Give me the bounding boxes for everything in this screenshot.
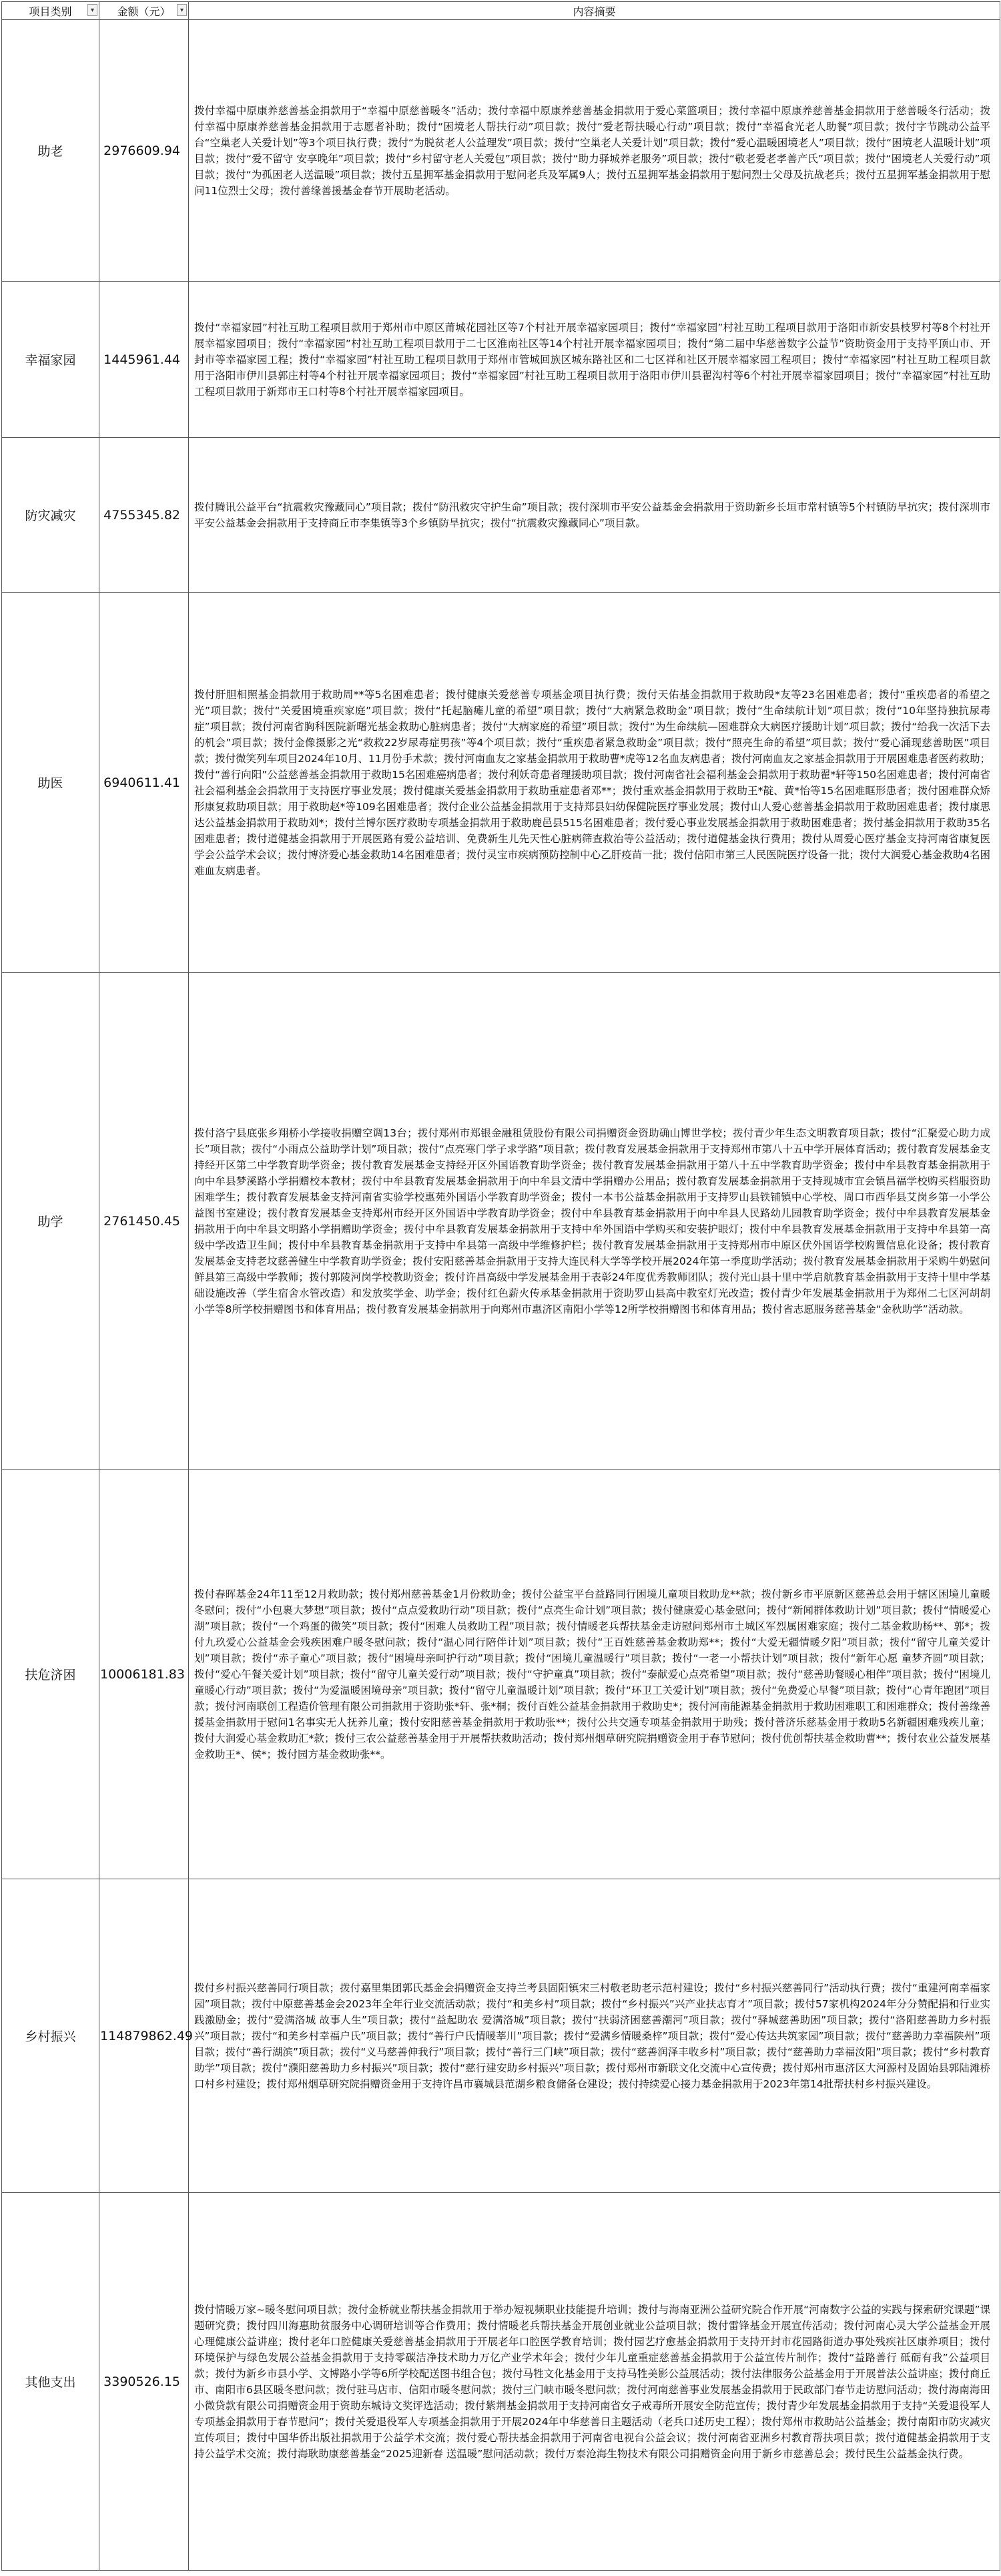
row-amount: 114879862.49 xyxy=(99,1879,189,2193)
row-category: 防灾减灾 xyxy=(2,438,99,593)
filter-dropdown-icon[interactable]: ▾ xyxy=(177,4,187,16)
row-amount: 6940611.41 xyxy=(99,593,189,973)
row-amount: 10006181.83 xyxy=(99,1470,189,1879)
row-category: 乡村振兴 xyxy=(2,1879,99,2193)
header-amount-label: 金额（元） xyxy=(117,5,171,18)
row-category: 助老 xyxy=(2,20,99,282)
row-amount: 1445961.44 xyxy=(99,282,189,438)
header-summary-label: 内容摘要 xyxy=(573,5,616,18)
table-row xyxy=(2,2193,1000,2571)
row-amount: 4755345.82 xyxy=(99,438,189,593)
row-amount: 2976609.94 xyxy=(99,20,189,282)
table-row xyxy=(2,1470,1000,1879)
donation-expenditure-table xyxy=(1,1,1000,2571)
table-row xyxy=(2,1879,1000,2193)
row-category: 助医 xyxy=(2,593,99,973)
table-row xyxy=(2,438,1000,593)
row-category: 其他支出 xyxy=(2,2193,99,2571)
row-summary: 拨付腾讯公益平台“抗震救灾豫藏同心”项目款；拨付“防汛救灾守护生命”项目款；拨付深圳市平安公益基金会捐款用于资助新乡长垣市常村镇等5个村镇防旱抗灾；拨付深圳市平安公益基金会捐款用于支持商丘市李集镇等3个乡镇防旱抗灾；拨付“抗震救灾豫藏同心”项目款。 xyxy=(189,438,1000,593)
row-summary: 拨付情暖万家~暖冬慰问项目款；拨付金桥就业帮扶基金捐款用于举办短视频职业技能提升培训；拨付与海南亚洲公益研究院合作开展“河南数字公益的实践与探索研究课题”课题研究费；拨付四川海惠助贫服务中心调研培训等合作费用；拨付情暖老兵帮扶基金开展创业就业公益项目款；拨付雷锋基金开展宣传活动；拨付河南心灵大学公益基金开展心理健康公益讲座；拨付老年口腔健康关爱慈善基金捐款用于开展老年口腔医学教育培训；拨付园艺疗愈基金捐款用于支持开封市花园路街道办事处残疾社区康养项目；拨付环境保护与绿色发展公益基金捐款用于支持零碳洁净技术助力万亿产业学术年会；拨付少年儿童重症慈善基金捐款用于公益宣传片制作；拨付“益路善行 砥砺有我”公益项目款；拨付为新乡市县小学、文博路小学等6所学校配送图书组合包；拨付马牲文化基金用于支持马牲美影公益展活动；拨付法律服务公益基金用于开展普法公益讲座；拨付商丘市、南阳市6县区暖冬慰问款；拨付驻马店市、信阳市暖冬慰问款；拨付三门峡市暖冬慰问款；拨付河南慈善事业发展基金捐款用于民政部门春节走访慰问活动；拨付海南海田小微贷款有限公司捐赠资金用于资助东城诗文奖评选活动；拨付紫荆基金捐款用于支持河南省女子戒毒所开展安全防范宣传；拨付青少年发展基金捐款用于支持“关爱退役军人专项基金捐款用于春节慰问”；拨付关爱退役军人专项基金捐款用于开展2024年中华慈善日主题活动（老兵口述历史工程）；拨付郑州市救助站公益基金；拨付南阳市防灾减灾宣传项目；拨付中国华侨出版社捐款用于公益学术交流；拨付爱心帮扶基金捐款用于河南省电视台公益会议；拨付河南省亚洲乡村教育帮扶项目款；拨付道健基金捐款用于支持公益学术交流；拨付海耿助康慈善基金“2025迎新春 送温暖”慰问活动款；拨付万泰沧海生物技术有限公司捐赠资金向用于新乡市慈善总会；拨付民生公益基金执行费。 xyxy=(189,2193,1000,2571)
table-row xyxy=(2,20,1000,282)
row-summary: 拨付肝胆相照基金捐款用于救助周**等5名困难患者；拨付健康关爱慈善专项基金项目执行费；拨付天佑基金捐款用于救助段*友等23名困难患者；拨付“重疾患者的希望之光”项目款；拨付“关爱困境重疾家庭”项目款；拨付“托起脑瘫儿童的希望”项目款；拨付“大病紧急救助金”项目款；拨付“生命续航计划”项目款；拨付“10年坚持独抗尿毒症”项目款；拨付河南省胸科医院新曙光基金救助心脏病患者；拨付“大病家庭的希望”项目款；拨付“为生命续航—困难群众大病医疗援助计划”项目款；拨付“给我一次活下去的机会”项目款；拨付金像摄影之光“救救22岁尿毒症男孩”等4个项目款；拨付“重疾患者紧急救助金”项目款；拨付“照亮生命的希望”项目款；拨付“爱心涌现慈善助医”项目款；拨付微笑列车项目2024年10月、11月份手术款；拨付河南血友之家基金捐款用于救助曹*虎等12名血友病患者；拨付河南血友之家基金捐款用于开展困难患者医药救助；拨付“善行向阳”公益慈善基金捐款用于救助15名困难癌病患者；拨付利妖奇患者理援助项目款；拨付河南省社会福利基金会捐款用于救助翟*轩等150名困难患者；拨付河南省社会福利基金会捐款用于支持医疗事业发展；拨付健康关爱基金捐款用于救助重症患者邓**；拨付重欢基金捐款用于救助王*靛、黄*怡等15名困难眶形患者；拨付困难群众矫形康复救助项目款；用于救助赵*等109名困难患者；拨付企业公益基金捐款用于支持郑县妇幼保健院医疗事业发展；拨付山人爱心慈善基金捐款用于救助困难患者；拨付康思达公益基金捐款用于救助刘*；拨付兰博尔医疗救助专项基金捐款用于救助鹿邑县515名困难患者；拨付爱心事业发展基金捐款用于救助困难患者；拨付基金捐款用于救助35名困难患者；拨付道健基金捐款用于开展医路有爱公益培训、免费新生儿先天性心脏病筛查救治等公益活动；拨付道健基金执行费用；拨付从周爱心医疗基金支持河南省康复医学会公益学术会议；拨付博济爱心基金救助14名困难患者；拨付灵宝市疾病预防控制中心乙肝疫苗一批；拨付信阳市第三人民医院医疗设备一批；拨付大润爱心基金救助4名困难血友病患者。 xyxy=(189,593,1000,973)
row-category: 助学 xyxy=(2,973,99,1470)
row-summary: 拨付春晖基金24年11至12月救助款；拨付郑州慈善基金1月份救助金；拨付公益宝平台益路同行困境儿童项目救助龙**款；拨付新乡市平原新区慈善总会用于辖区困境儿童暖冬慰问；拨付“小包裹大梦想”项目款；拨付“点点爱救助行动”项目款；拨付“点亮生命计划”项目款；拨付健康爱心基金慰问；拨付“新闻群体救助计划”项目款；拨付“情暖爱心湖”项目款；拨付“一个鸡蛋的微笑”项目款；拨付“困难人员救助工程”项目款；拨付情暖老兵帮扶基金走访慰问郑州市土城区军烈属困难家庭；拨付二基金救助杨**、郭*；拨付九玖爱心公益基金会残疾困难户暖冬慰问款；拨付“温心同行陪伴计划”项目款；拨付“王百姓慈善基金救助郑**；拨付“大爱无疆情暖夕阳”项目款；拨付“留守儿童关爱计划”项目款；拨付“赤子童心”项目款；拨付“困境母亲呵护行动”项目款；拨付“困境儿童温暖行”项目款；拨付“一老一小帮扶计划”项目款；拨付“新年心愿 童梦齐圆”项目款；拨付“爱心午餐关爱计划”项目款；拨付“留守儿童关爱行动”项目款；拨付“守护童真”项目款；拨付“泰献爱心点亮希望”项目款；拨付“慈善助餐暖心相伴”项目款；拨付“困境儿童暖心行动”项目款；拨付“为爱温暖困境母亲”项目款；拨付“留守儿童温暖计划”项目款；拨付“环卫工关爱计划”项目款；拨付“免费爱心早餐”项目款；拨付“心青年跑团”项目款；拨付河南联创工程造价管理有限公司捐款用于资助张*轩、张*桐；拨付百姓公益基金捐款用于救助史*；拨付河南能源基金捐款用于救助困难职工和困难群众；拨付善缘善援基金捐款用于慰问1名事实无人抚养儿童；拨付安阳慈善基金捐款用于救助张**；拨付公共交通专项基金捐款用于助残；拨付普济乐慈基金用于救助5名新疆困难残疾儿童；拨付大润爱心基金救助汇*款；拨付三农公益慈善基金用于开展帮扶救助活动；拨付郑州烟草研究院捐赠资金用于春节慰问；拨付优创帮扶基金救助曹**；拨付农业公益发展基金救助王*、侯*；拨付园方基金救助张**。 xyxy=(189,1470,1000,1879)
row-amount: 3390526.15 xyxy=(99,2193,189,2571)
header-row xyxy=(2,2,1000,20)
row-summary: 拨付乡村振兴慈善同行项目款；拨付嘉里集团郭氏基金会捐赠资金支持兰考县固阳镇宋三村敬老助老示范村建设；拨付“乡村振兴慈善同行”活动执行费；拨付“重建河南幸福家园”项目款；拨付中原慈善基金会2023年全年行业交流活动款；拨付“和美乡村”项目款；拨付“乡村振兴”兴产业扶志育才”项目款；拨付57家机构2024年分分赞配捐和行业实践激励金；拨付“爱满洛城 故事人生”项目款；拨付“益起助农 爱满洛城”项目款；拨付“扶弱济困慈善潮河”项目款；拨付“驿城慈善助困”项目款；拨付“洛阳慈善助力乡村振兴”项目款；拨付“和美乡村幸福户氏”项目款；拨付“善行户氏情暖莘川”项目款；拨付“爱满乡情暖桑梓”项目款；拨付“爱心传达共筑家园”项目款；拨付“慈善助力幸福陕州”项目款；拨付“善行湖滨”项目款；拨付“义马慈善伸我行”项目款；拨付“善行三门峡”项目款；拨付“慈善润泽丰收乡村”项目款；拨付“慈善助力幸福汝阳”项目款；拨付“乡村教育助学”项目款；拨付“濮阳慈善助力乡村振兴”项目款；拨付“慈行建安助乡村振兴”项目款；拨付郑州市新联文化交流中心宣传费；拨付郑州市惠济区大河源村及固始县郭陆滩桥口村乡村建设；拨付郑州烟草研究院捐赠资金用于支持许昌市襄城县范湖乡粮食储备仓建设；拨付持续爱心接力基金捐款用于2023年第14批帮扶村乡村振兴建设。 xyxy=(189,1879,1000,2193)
column-header-amount[interactable] xyxy=(99,2,189,20)
header-category-label: 项目类别 xyxy=(29,5,72,18)
row-summary: 拨付“幸福家园”村社互助工程项目款用于郑州市中原区莆城花园社区等7个村社开展幸福家园项目；拨付“幸福家园”村社互助工程项目款用于洛阳市新安县枝罗村等8个村社开展幸福家园项目；拨付“幸福家园”村社互助工程项目款用于二七区淮南社区等14个村社开展幸福家园项目；拨付“第二届中华慈善数字公益节”资助资金用于支持平顶山市、开封市等幸福家园工程；拨付“幸福家园”村社互助工程项目款用于郑州市管城回族区城东路社区和二七区祥和社区开展幸福家园工程项目；拨付“幸福家园”村社互助工程项目款用于洛阳市伊川县郭庄村等4个村社开展幸福家园项目；拨付“幸福家园”村社互助工程项目款用于洛阳市伊川县翟沟村等6个村社开展幸福家园项目；拨付“幸福家园”村社互助工程项目款用于新郑市王口村等8个村社开展幸福家园项目。 xyxy=(189,282,1000,438)
row-category: 幸福家园 xyxy=(2,282,99,438)
row-amount: 2761450.45 xyxy=(99,973,189,1470)
column-header-summary xyxy=(189,2,1000,20)
table-row xyxy=(2,282,1000,438)
row-category: 扶危济困 xyxy=(2,1470,99,1879)
column-header-category[interactable] xyxy=(2,2,99,20)
table-row xyxy=(2,593,1000,973)
row-summary: 拨付洛宁县底张乡翔桥小学接收捐赠空调13台；拨付郑州市郑银金融租赁股份有限公司捐赠资金资助确山博世学校；拨付青少年生态文明教育项目款；拨付“汇聚爱心助力成长”项目款；拨付“小雨点公益助学计划”项目款；拨付“点亮寒门学子求学路”项目款；拨付教育发展基金捐款用于支持郑州市第八十五中学开展体育活动；拨付教育发展基金支持经开区第二中学教育助学资金；拨付教育发展基金支持经开区外国语教育助学资金；拨付教育发展基金捐款用于第八十五中学教育助学资金；拨付中牟县教育基金捐款用于向中牟县梦溪路小学捐赠校本教材；拨付中牟县教育发展基金捐款用于向中牟县文清中学捐赠办公用品；拨付教育发展基金捐款用于支持现城市宜会镇昌福学校购买档服资助困难学生；拨付教育发展基金支持河南省实验学校惠苑外国语小学教育助学资金；拨付一本书公益基金捐款用于支持罗山县铁铺镇中心学校、周口市西华县艾岗乡第一小学公益图书室建设；拨付教育发展基金支持郑州市经开区外国语中学教育助学资金；拨付中牟县教育基金捐款用于向中牟县人民路幼儿园教育助学资金；拨付中牟县教育发展基金捐款用于向中牟县文明路小学捐赠助学资金；拨付中牟县教育发展基金捐款用于支持中牟外国语中学购买和安装护眼灯；拨付中牟县教育发展基金捐款用于支持中牟县第一高级中学改造卫生间；拨付中牟县教育基金捐款用于支持中牟县第一高级中学维修护栏；拨付教育发展基金捐款用于支持郑州市中原区伏外国语学校购置信息化设备；拨付教育发展基金支持老坟慈善健生中学教育助学资金；拨付安阳慈善基金捐款用于支持大连民科大学等学校开展2024年第一季度助学活动；拨付教育发展基金捐款用于采购牛奶慰问鲜县第三高级中学教师；拨付郭陵河岗学校教助资金；拨付许昌高级中学发展基金用于表彰24年度优秀教师团队；拨付光山县十里中学启航教育基金捐款用于支持十里中学基础设施改善（学生宿舍水管改造）和发放奖学金、助学金；拨付红色薪火传承基金捐款用于资助罗山县高中教室灯光改造；拨付青少年发展基金捐款用于为郑州二七区河胡胡小学等8所学校捐赠图书和体育用品；拨付教育发展基金捐款用于向郑州市惠济区南阳小学等12所学校捐赠图书和体育用品；拨付省志愿服务慈善基金“金秋助学”活动款。 xyxy=(189,973,1000,1470)
table-row xyxy=(2,973,1000,1470)
filter-dropdown-icon[interactable]: ▾ xyxy=(87,4,97,16)
row-summary: 拨付幸福中原康养慈善基金捐款用于“幸福中原慈善暖冬”活动；拨付幸福中原康养慈善基金捐款用于爱心菜篮项目；拨付幸福中原康养慈善基金捐款用于慈善暖冬行活动；拨付幸福中原康养慈善基金捐款用于志愿者补助；拨付“困境老人帮扶行动”项目款；拨付“爱老帮扶暖心行动”项目款；拨付“幸福食光老人助餐”项目款；拨付字节跳动公益平台“空巢老人关爱计划”等3个项目执行费；拨付“为脱贫老人公益理发”项目款；拨付“空巢老人关爱计划”项目款；拨付“爱心温暖困境老人”项目款；拨付“困境老人温暖计划”项目款；拨付“爱不留守 安享晚年”项目款；拨付“乡村留守老人关爱包”项目款；拨付“助力驿城养老服务”项目款；拨付“敬老爱老孝善产氏”项目款；拨付“困境老人关爱行动”项目款；拨付“为孤困老人送温暖”项目款；拨付五星拥军基金捐款用于慰问老兵及军属9人；拨付五星拥军基金捐款用于慰问烈士父母及抗战老兵；拨付五星拥军基金捐款用于慰问11位烈士父母；拨付善缘善援基金春节开展助老活动。 xyxy=(189,20,1000,282)
